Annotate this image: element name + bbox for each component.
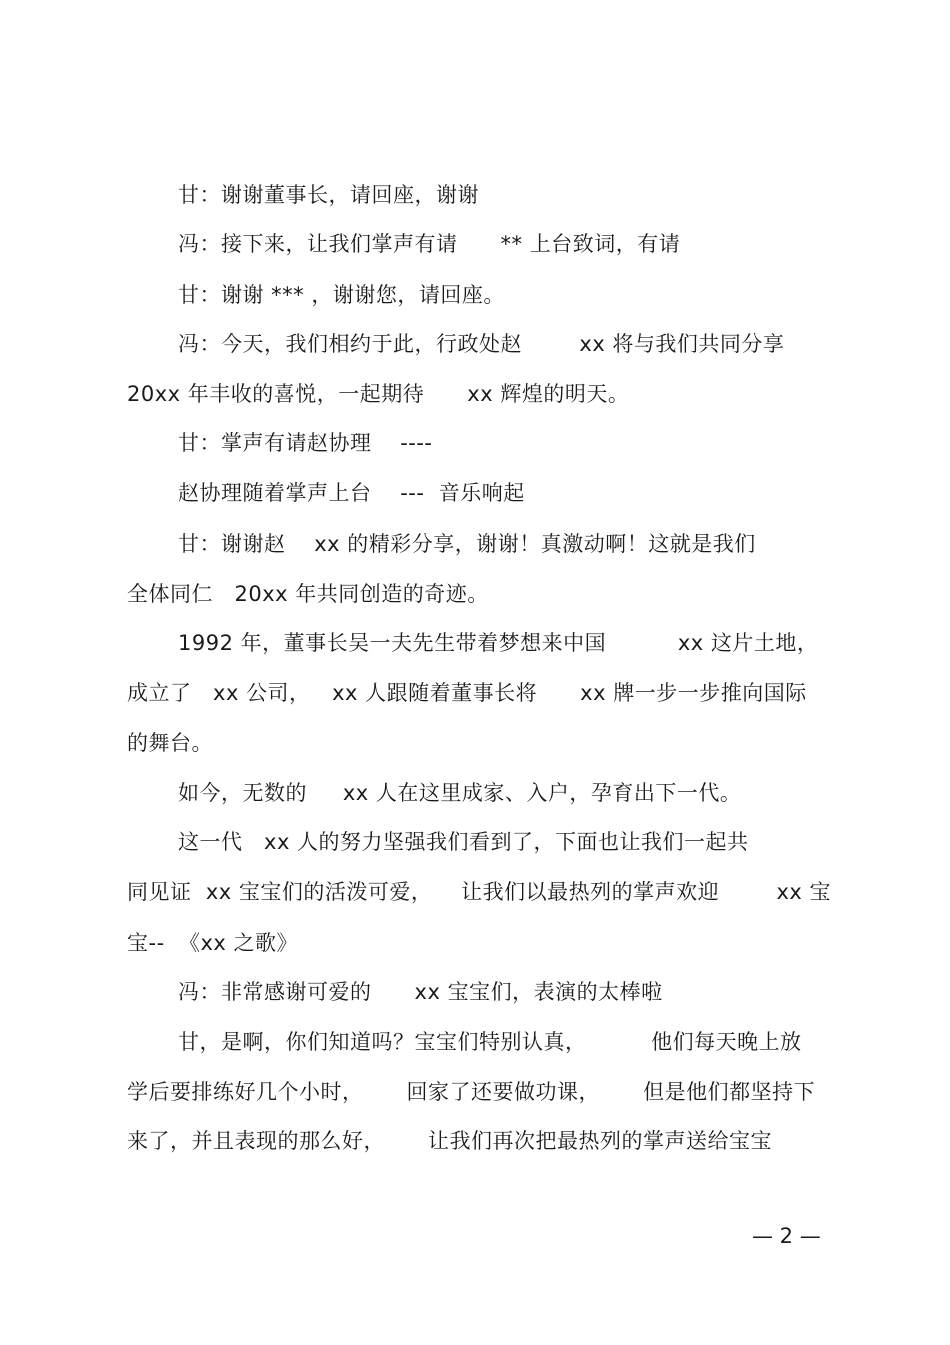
page-number: — 2 — xyxy=(752,1224,821,1248)
paragraph-line: 学后要排练好几个小时， 回家了还要做功课， 但是他们都坚持下 xyxy=(127,1080,816,1104)
paragraph-line: 成立了 xx 公司， xx 人跟随着董事长将 xx 牌一步一步推向国际 xyxy=(127,681,807,705)
paragraph-line: 这一代 xx 人的努力坚强我们看到了，下面也让我们一起共 xyxy=(178,830,749,854)
paragraph-line: 甘：谢谢 *** ，谢谢您，请回座。 xyxy=(178,283,505,307)
paragraph-line: 冯：非常感谢可爱的 xx 宝宝们，表演的太棒啦 xyxy=(178,980,663,1004)
paragraph-line: 赵协理随着掌声上台 --- 音乐响起 xyxy=(178,481,525,505)
paragraph-line: 的舞台。 xyxy=(127,731,213,755)
paragraph-line: 冯：今天，我们相约于此，行政处赵 xx 将与我们共同分享 xyxy=(178,332,785,356)
paragraph-line: 如今，无数的 xx 人在这里成家、入户，孕育出下一代。 xyxy=(178,781,742,805)
paragraph-line: 来了，并且表现的那么好， 让我们再次把最热列的掌声送给宝宝 xyxy=(127,1129,773,1153)
paragraph-line: 宝-- 《xx 之歌》 xyxy=(127,931,299,955)
paragraph-line: 甘：掌声有请赵协理 ---- xyxy=(178,431,433,455)
paragraph-line: 甘：谢谢董事长，请回座，谢谢 xyxy=(178,183,479,207)
paragraph-line: 甘，是啊，你们知道吗？宝宝们特别认真， 他们每天晚上放 xyxy=(178,1030,802,1054)
paragraph-line: 全体同仁 20xx 年共同创造的奇迹。 xyxy=(127,582,489,606)
paragraph-line: 20xx 年丰收的喜悦，一起期待 xx 辉煌的明天。 xyxy=(127,382,630,406)
paragraph-line: 同见证 xx 宝宝们的活泼可爱， 让我们以最热列的掌声欢迎 xx 宝 xyxy=(127,880,832,904)
paragraph-line: 冯：接下来，让我们掌声有请 ** 上台致词，有请 xyxy=(178,232,681,256)
paragraph-line: 甘：谢谢赵 xx 的精彩分享，谢谢！真激动啊！这就是我们 xyxy=(178,532,756,556)
paragraph-line: 1992 年，董事长吴一夫先生带着梦想来中国 xx 这片土地， xyxy=(178,631,819,655)
